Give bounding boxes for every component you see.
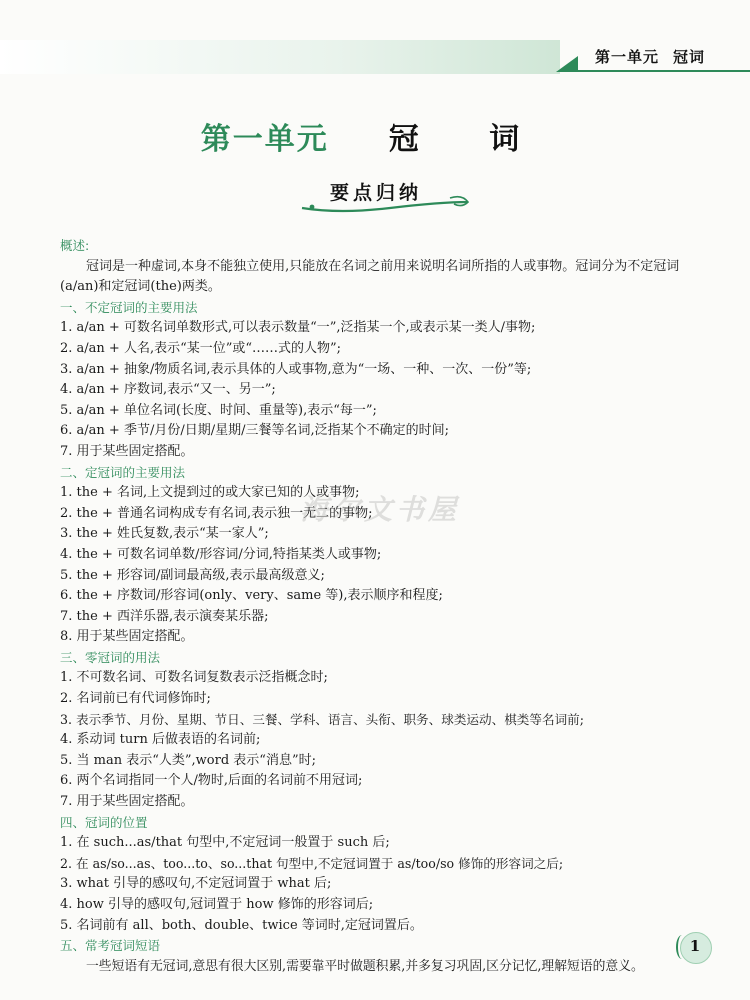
list-item: 2. 在 as/so...as、too...to、so...that 句型中,不定冠词置于 as/too/so 修饰的形容词之后; [60, 855, 564, 871]
section-heading: 一、不定冠词的主要用法 [60, 299, 198, 315]
watermark-text: 海尔文书屋 [300, 493, 461, 526]
section-heading: 五、常考冠词短语 [60, 938, 161, 954]
list-item: 1. a/an + 可数名词单数形式,可以表示数量“一”,泛指某一个,或表示某一类人/事物; [60, 320, 536, 336]
content-body [60, 236, 700, 977]
list-item: 5. 名词前有 all、both、double、twice 等词时,定冠词置后。 [60, 917, 423, 933]
list-item: 7. 用于某些固定搭配。 [60, 443, 194, 459]
section-heading: 三、零冠词的用法 [60, 649, 161, 665]
list-item: 2. a/an + 人名,表示“某一位”或“……式的人物”; [60, 340, 342, 356]
list-item: 3. 表示季节、月份、星期、节日、三餐、学科、语言、头衔、职务、球类运动、棋类等名词前; [60, 711, 585, 727]
list-item: 3. what 引导的感叹句,不定冠词置于 what 后; [60, 876, 332, 892]
list-item: 1. 在 such...as/that 句型中,不定冠词一般置于 such 后; [60, 835, 390, 851]
list-item: 7. 用于某些固定搭配。 [60, 794, 194, 810]
section-heading: 四、冠词的位置 [60, 814, 148, 830]
list-item: 5. a/an + 单位名词(长度、时间、重量等),表示“每一”; [60, 402, 377, 418]
header-text [595, 46, 719, 67]
banner-underline-ornament [300, 194, 475, 218]
list-item: 6. 两个名词指同一个人/物时,后面的名词前不用冠词; [60, 773, 363, 789]
page-number-badge [676, 932, 712, 962]
header-topic: 冠词 [673, 48, 706, 66]
page-number: 1 [689, 937, 701, 955]
unit-title-topic: 冠 词 [388, 122, 550, 157]
section-heading: 二、定冠词的主要用法 [60, 464, 186, 480]
section-title: 要点归纳 [330, 182, 423, 204]
running-header [0, 40, 750, 74]
list-item: 2. 名词前已有代词修饰时; [60, 691, 211, 707]
list-item: 6. a/an + 季节/月份/日期/星期/三餐等名词,泛指某个不确定的时间; [60, 423, 449, 439]
list-item: 4. the + 可数名词单数/形容词/分词,特指某类人或事物; [60, 546, 382, 562]
header-gradient [0, 40, 560, 74]
list-item: 2. the + 普通名词构成专有名词,表示独一无二的事物; [60, 505, 373, 521]
header-unit: 第一单元 [595, 48, 660, 66]
list-item: 5. the + 形容词/副词最高级,表示最高级意义; [60, 567, 325, 583]
list-item: 3. the + 姓氏复数,表示“某一家人”; [60, 526, 269, 542]
list-item: 6. the + 序数词/形容词(only、very、same 等),表示顺序和程度; [60, 588, 443, 604]
header-rule [575, 70, 750, 72]
list-item: 1. the + 名词,上文提到过的或大家已知的人或事物; [60, 485, 360, 501]
overview-label: 概述: [60, 238, 90, 253]
list-item: 3. a/an + 抽象/物质名词,表示具体的人或事物,意为“一场、一种、一次、一份”等; [60, 361, 532, 377]
list-item: 7. the + 西洋乐器,表示演奏某乐器; [60, 608, 269, 624]
list-item: 4. a/an + 序数词,表示“又一、另一”; [60, 382, 276, 398]
list-item: 1. 不可数名词、可数名词复数表示泛指概念时; [60, 670, 328, 686]
list-item: 5. 当 man 表示“人类”,word 表示“消息”时; [60, 752, 316, 768]
overview-text: 冠词是一种虚词,本身不能独立使用,只能放在名词之前用来说明名词所指的人或事物。冠词分为不定冠词(a/an)和定冠词(the)两类。 [60, 258, 680, 295]
list-item: 8. 用于某些固定搭配。 [60, 629, 194, 645]
section-banner [300, 178, 470, 218]
list-item: 4. 系动词 turn 后做表语的名词前; [60, 732, 261, 748]
section-paragraph: 一些短语有无冠词,意思有很大区别,需要靠平时做题积累,并多复习巩固,区分记忆,理解短语的意义。 [86, 958, 644, 974]
unit-title-unit: 第一单元 [200, 122, 329, 157]
unit-title [0, 114, 750, 158]
list-item: 4. how 引导的感叹句,冠词置于 how 修饰的形容词后; [60, 897, 374, 912]
